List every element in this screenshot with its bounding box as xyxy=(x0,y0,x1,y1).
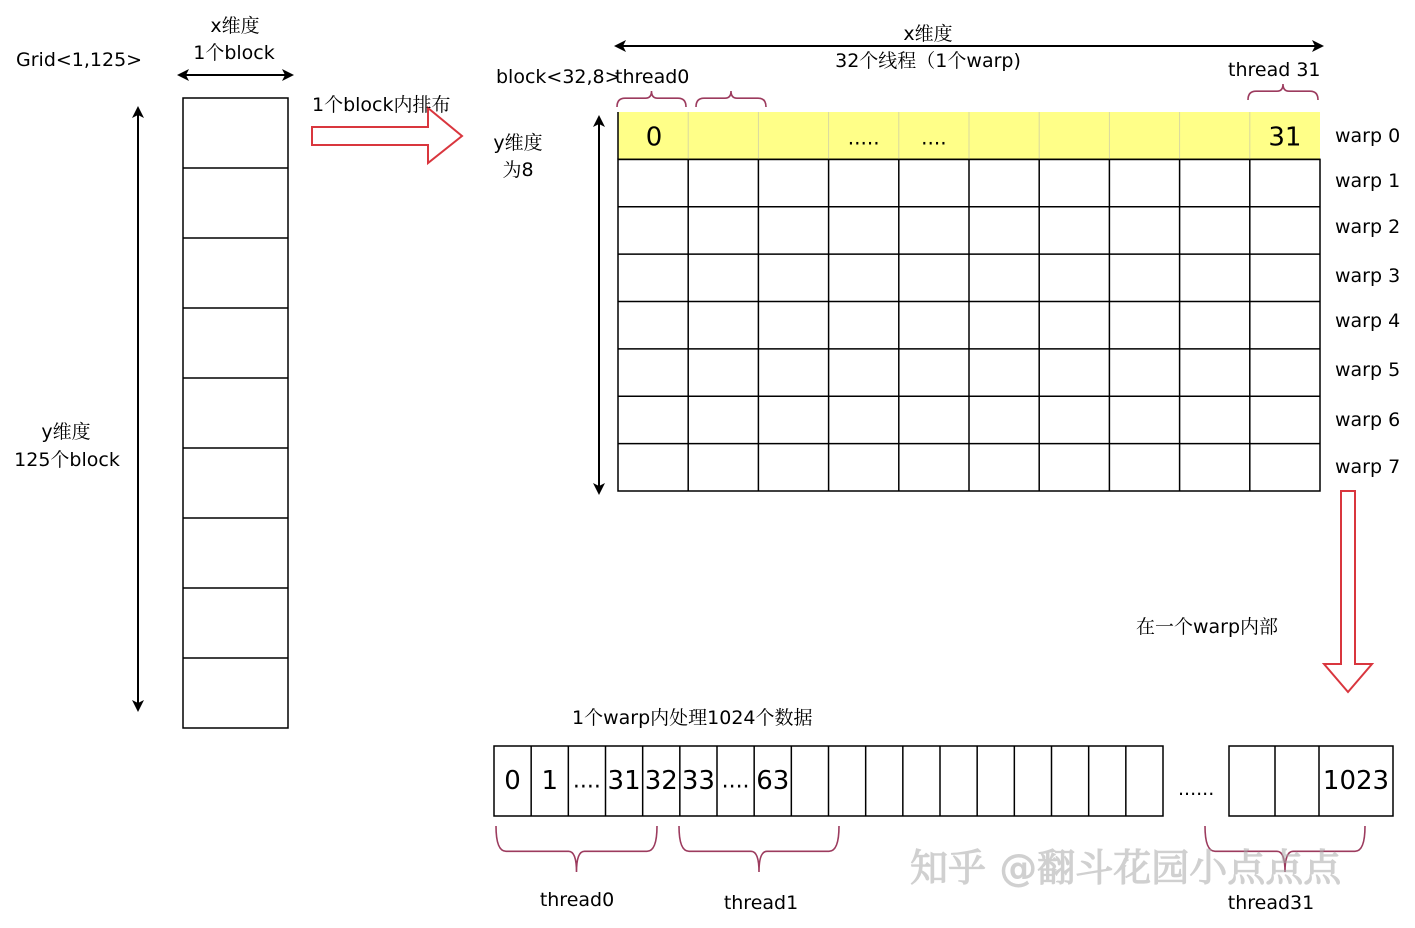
block-y-label-line1: y维度 xyxy=(493,132,543,154)
grid-column-frame xyxy=(183,98,288,728)
thread31-top-brace xyxy=(1248,84,1318,100)
warp-label: warp 4 xyxy=(1335,310,1401,332)
grid-title: Grid<1,125> xyxy=(16,49,143,71)
warp-label: warp 2 xyxy=(1335,216,1401,238)
warp0-cell-text: ..... xyxy=(847,125,880,150)
warp-label: warp 3 xyxy=(1335,265,1401,287)
warp-strip xyxy=(494,746,1393,816)
thread0-top-brace xyxy=(617,91,686,107)
warp-strip-cell-text: 0 xyxy=(504,766,521,796)
warp0-cell-text: 31 xyxy=(1268,122,1302,153)
thread31-label: thread 31 xyxy=(1228,59,1321,81)
block-layout-arrow-label: 1个block内排布 xyxy=(312,94,451,116)
thread0-brace xyxy=(496,826,657,872)
warp-label: warp 7 xyxy=(1335,456,1401,478)
warp-label: warp 1 xyxy=(1335,170,1401,192)
inside-warp-label: 在一个warp内部 xyxy=(1136,616,1279,638)
grid-x-label-line2: 1个block xyxy=(193,42,275,64)
warp-strip-cell-text: 32 xyxy=(644,766,678,796)
block-x-label-line2: 32个线程（1个warp) xyxy=(835,50,1021,72)
warp-strip-cell-text: .... xyxy=(721,768,750,794)
grid-x-label-line1: x维度 xyxy=(210,15,260,37)
thread0-label: thread0 xyxy=(615,66,690,88)
warp0-cell-text: .... xyxy=(921,125,947,150)
grid-column xyxy=(183,98,288,728)
thread1-top-brace xyxy=(696,91,766,107)
block-y-label-line2: 为8 xyxy=(502,159,534,181)
gap-dots: ...... xyxy=(1178,778,1215,800)
block-table xyxy=(618,112,1320,491)
grid-y-label-line1: y维度 xyxy=(41,421,91,443)
warp-strip-cell-text: 1 xyxy=(541,766,559,796)
grid-y-label-line2: 125个block xyxy=(14,449,120,471)
warp-label: warp 0 xyxy=(1335,125,1401,147)
warp-strip-cell-text: 63 xyxy=(756,766,790,796)
brace-label-thread31: thread31 xyxy=(1227,892,1315,914)
warp-strip-cell-text: .... xyxy=(572,768,601,794)
watermark: 知乎 @翻斗花园小点点点 xyxy=(910,846,1342,890)
inside-warp-hollow-arrow xyxy=(1324,491,1372,692)
warp-strip-cell-text: 31 xyxy=(607,766,641,796)
block-x-label-line1: x维度 xyxy=(903,23,953,45)
thread1-brace xyxy=(679,826,839,872)
brace-label-thread1: thread1 xyxy=(723,892,799,914)
block-title: block<32,8> xyxy=(496,66,621,88)
brace-label-thread0: thread0 xyxy=(539,889,615,911)
warp-strip-cell-text: 33 xyxy=(681,766,715,796)
warp-label: warp 6 xyxy=(1335,409,1401,431)
block-layout-hollow-arrow xyxy=(312,108,462,163)
warp-strip-tail-text: 1023 xyxy=(1322,766,1390,796)
warp0-cell-text: 0 xyxy=(645,122,663,153)
warp-label: warp 5 xyxy=(1335,359,1401,381)
warp-strip-title: 1个warp内处理1024个数据 xyxy=(572,707,813,729)
